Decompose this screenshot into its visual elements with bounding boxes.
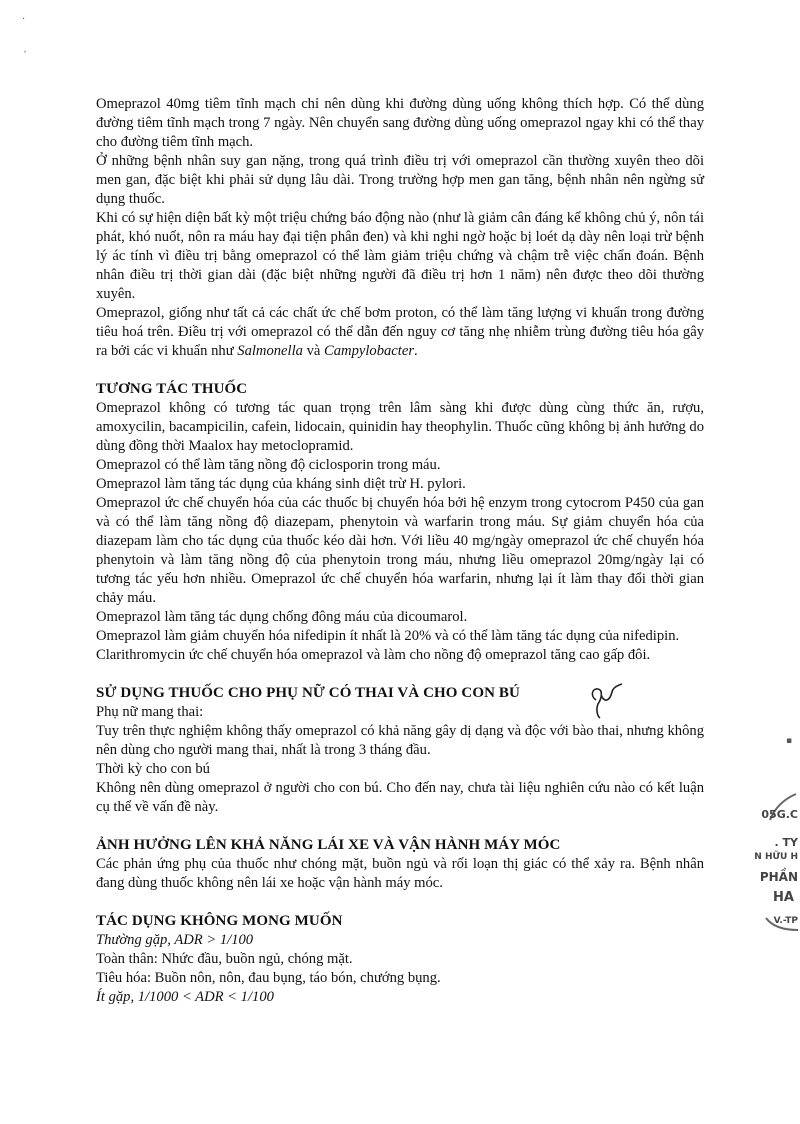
pregnancy-paragraph: Không nên dùng omeprazol ở người cho con bú. Cho đến nay, chưa tài liệu nghiên cứu nào có kết luận cụ thể về vấn đề này. — [96, 780, 704, 815]
intro-paragraph: Ở những bệnh nhân suy gan nặng, trong quá trình điều trị với omeprazol cần thường xuyên theo dõi men gan, đặc biệt khi phải sử dụng lâu dài. Trong trường hợp men gan tăng, bệnh nhân nên ngừng sử dụng thuốc. — [96, 153, 704, 207]
handwritten-initials — [588, 682, 632, 722]
section-heading-adverse: TÁC DỤNG KHÔNG MONG MUỐN — [96, 913, 343, 929]
frequency-label: Thường gặp, ADR > 1/100 — [96, 932, 254, 948]
pregnancy-paragraph: Phụ nữ mang thai: — [96, 704, 204, 720]
conjunction: và — [302, 343, 325, 359]
period: . — [414, 343, 418, 359]
pregnancy-paragraph: Thời kỳ cho con bú — [96, 761, 210, 777]
scan-speck: · — [22, 14, 26, 25]
interaction-paragraph: Omeprazol làm giảm chuyển hóa nifedipin ít nhất là 20% và có thể làm tăng tác dụng của nifedipin. — [96, 628, 680, 644]
stamp-text: 05G.C — [761, 808, 798, 821]
stamp-text: . TY — [774, 836, 798, 849]
scan-speck: ▪ — [786, 736, 793, 746]
intro-paragraph: Khi có sự hiện diện bất kỳ một triệu chứng báo động nào (như là giảm cân đáng kể không chủ ý, nôn tái phát, khó nuốt, nôn ra máu hay đại tiện phân đen) và khi nghi ngờ hoặc bị loét dạ dày nên loại trừ bệnh lý ác tính vì điều trị bằng omeprazol có thể làm giảm triệu chứng và chậm trễ việc chẩn đoán. Bệnh nhân điều trị thời gian dài (đặc biệt những người đã điều trị hơn 1 năm) nên được theo dõi thường xuyên. — [96, 210, 704, 302]
interaction-paragraph: Clarithromycin ức chế chuyển hóa omeprazol và làm cho nồng độ omeprazol tăng cao gấp đôi. — [96, 647, 651, 663]
scan-speck: ˏ — [22, 42, 27, 53]
interaction-paragraph: Omeprazol không có tương tác quan trọng trên lâm sàng khi được dùng cùng thức ăn, rượu, amoxycilin, bacampicilin, cafein, lidocain, quinidin hay theophylin. Thuốc cũng không bị ảnh hưởng do dùng đồng thời Maalox hay metoclopramid. — [96, 400, 704, 454]
stamp-text: PHẦN — [759, 870, 798, 884]
document-body — [96, 95, 704, 1007]
interaction-paragraph: Omeprazol ức chế chuyển hóa của các thuốc bị chuyển hóa bởi hệ enzym trong cytocrom P450 của gan và có thể làm tăng nồng độ diazepam, phenytoin và warfarin trong máu. Sự giảm chuyển hóa của diazepam làm cho tác dụng của thuốc kéo dài hơn. Với liều 40 mg/ngày omeprazol ức chế chuyển hóa phenytoin và làm tăng nồng độ của phenytoin trong máu, nhưng liều omeprazol 20mg/ngày lại có tương tác yếu hơn nhiều. Omeprazol ức chế chuyển hóa warfarin, nhưng lại ít làm thay đổi thời gian chảy máu. — [96, 495, 704, 606]
stamp-text: HA — [773, 890, 794, 905]
section-heading-pregnancy: SỬ DỤNG THUỐC CHO PHỤ NỮ CÓ THAI VÀ CHO CON BÚ — [96, 685, 520, 701]
adverse-item: Toàn thân: Nhức đầu, buồn ngủ, chóng mặt. — [96, 951, 353, 967]
bacteria-name: Salmonella — [237, 343, 303, 359]
stamp-text: N HỮU H — [754, 852, 798, 862]
adverse-item: Tiêu hóa: Buồn nôn, nôn, đau bụng, táo bón, chướng bụng. — [96, 970, 441, 986]
intro-text: Omeprazol, giống như tất cả các chất ức chế bơm proton, có thể làm tăng lượng vi khuẩn trong đường tiêu hoá trên. Điều trị với omeprazol có thể dẫn đến nguy cơ tăng nhẹ nhiễm trùng đường tiêu hóa gây ra bởi các vi khuẩn như — [96, 305, 704, 359]
bacteria-name: Campylobacter — [324, 343, 414, 359]
interaction-paragraph: Omeprazol có thể làm tăng nồng độ ciclosporin trong máu. — [96, 457, 441, 473]
interaction-paragraph: Omeprazol làm tăng tác dụng chống đông máu của dicoumarol. — [96, 609, 468, 625]
company-stamp — [752, 790, 800, 940]
interaction-paragraph: Omeprazol làm tăng tác dụng của kháng sinh diệt trừ H. pylori. — [96, 476, 466, 492]
driving-paragraph: Các phản ứng phụ của thuốc như chóng mặt, buồn ngủ và rối loạn thị giác có thể xảy ra. Bệnh nhân đang dùng thuốc không nên lái xe hoặc vận hành máy móc. — [96, 856, 704, 891]
intro-paragraph: Omeprazol 40mg tiêm tĩnh mạch chỉ nên dùng khi đường dùng uống không thích hợp. Có thể dùng đường tiêm tĩnh mạch trong 7 ngày. Nên chuyển sang đường dùng uống omeprazol ngay khi có thể thay cho đường tiêm tĩnh mạch. — [96, 96, 704, 150]
intro-paragraph — [96, 304, 704, 361]
section-heading-driving: ẢNH HƯỞNG LÊN KHẢ NĂNG LÁI XE VÀ VẬN HÀNH MÁY MÓC — [96, 837, 561, 853]
pregnancy-paragraph: Tuy trên thực nghiệm không thấy omeprazol có khả năng gây dị dạng và độc với bào thai, nhưng không nên dùng cho người mang thai, nhất là trong 3 tháng đầu. — [96, 723, 704, 758]
section-heading-interactions: TƯƠNG TÁC THUỐC — [96, 381, 248, 397]
stamp-text: V.-TP — [773, 916, 798, 926]
frequency-label: Ít gặp, 1/1000 < ADR < 1/100 — [96, 989, 274, 1005]
